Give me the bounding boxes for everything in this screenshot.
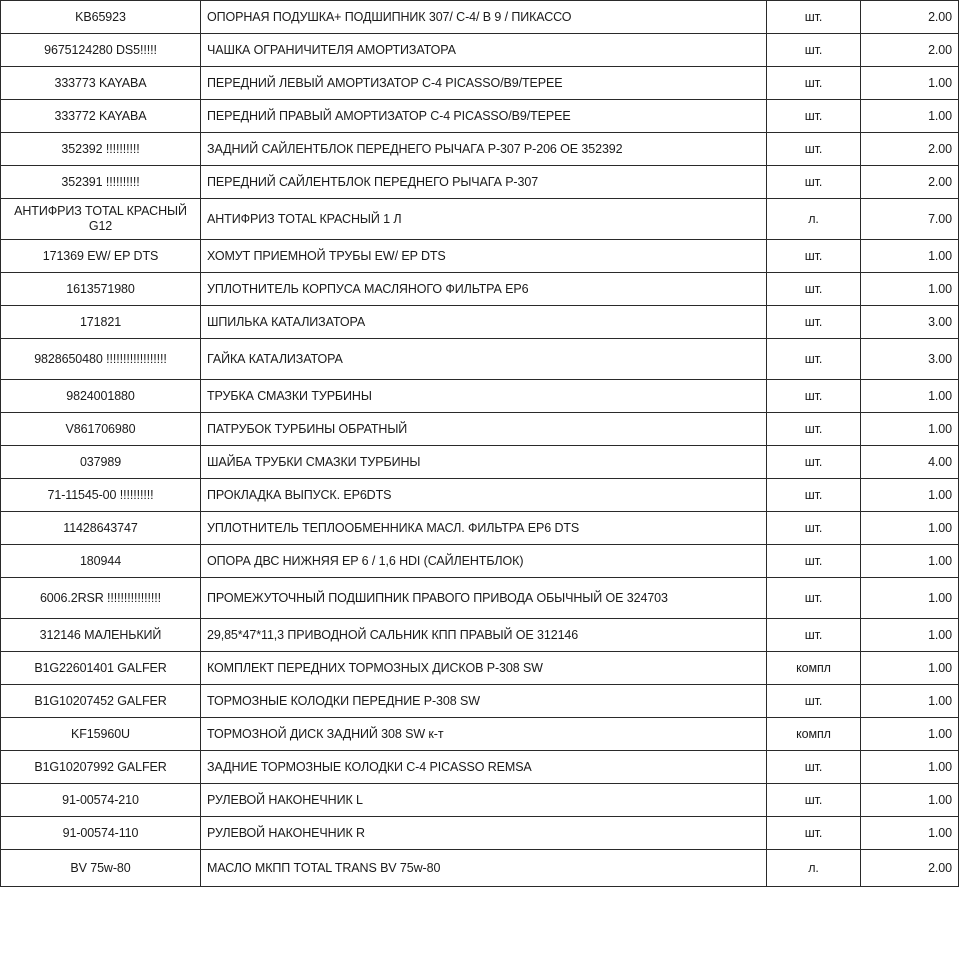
unit-cell: шт. (767, 619, 861, 652)
quantity-cell: 1.00 (861, 652, 959, 685)
quantity-cell: 2.00 (861, 133, 959, 166)
part-name-cell: ПЕРЕДНИЙ ЛЕВЫЙ АМОРТИЗАТОР C-4 PICASSO/B9/TEPEE (201, 67, 767, 100)
table-row (1, 166, 959, 199)
table-row (1, 619, 959, 652)
table-row (1, 685, 959, 718)
table-row (1, 850, 959, 887)
unit-cell: шт. (767, 578, 861, 619)
unit-cell: л. (767, 850, 861, 887)
table-row (1, 67, 959, 100)
part-name-cell: АНТИФРИЗ TOTAL КРАСНЫЙ 1 Л (201, 199, 767, 240)
part-code-cell: 9675124280 DS5!!!!! (1, 34, 201, 67)
table-row (1, 751, 959, 784)
unit-cell: шт. (767, 339, 861, 380)
unit-cell: шт. (767, 100, 861, 133)
part-name-cell: ОПОРНАЯ ПОДУШКА+ ПОДШИПНИК 307/ C-4/ В 9 / ПИКАССО (201, 1, 767, 34)
quantity-cell: 1.00 (861, 380, 959, 413)
part-name-cell: ПЕРЕДНИЙ САЙЛЕНТБЛОК ПЕРЕДНЕГО РЫЧАГА P-307 (201, 166, 767, 199)
part-code-cell: B1G22601401 GALFER (1, 652, 201, 685)
table-row (1, 380, 959, 413)
part-name-cell: ЧАШКА ОГРАНИЧИТЕЛЯ АМОРТИЗАТОРА (201, 34, 767, 67)
unit-cell: шт. (767, 512, 861, 545)
part-name-cell: 29,85*47*11,3 ПРИВОДНОЙ САЛЬНИК КПП ПРАВЫЙ ОЕ 312146 (201, 619, 767, 652)
part-code-cell: B1G10207992 GALFER (1, 751, 201, 784)
unit-cell: шт. (767, 133, 861, 166)
quantity-cell: 1.00 (861, 817, 959, 850)
part-name-cell: ГАЙКА КАТАЛИЗАТОРА (201, 339, 767, 380)
part-code-cell: 312146 МАЛЕНЬКИЙ (1, 619, 201, 652)
table-row (1, 784, 959, 817)
table-row (1, 199, 959, 240)
quantity-cell: 1.00 (861, 413, 959, 446)
quantity-cell: 1.00 (861, 718, 959, 751)
part-code-cell: 333772 KAYABA (1, 100, 201, 133)
part-name-cell: УПЛОТНИТЕЛЬ КОРПУСА МАСЛЯНОГО ФИЛЬТРА EP6 (201, 273, 767, 306)
quantity-cell: 3.00 (861, 339, 959, 380)
part-name-cell: ПРОКЛАДКА ВЫПУСК. EP6DTS (201, 479, 767, 512)
unit-cell: шт. (767, 67, 861, 100)
quantity-cell: 1.00 (861, 784, 959, 817)
unit-cell: шт. (767, 751, 861, 784)
part-code-cell: 180944 (1, 545, 201, 578)
unit-cell: шт. (767, 306, 861, 339)
quantity-cell: 2.00 (861, 1, 959, 34)
part-code-cell: BV 75w-80 (1, 850, 201, 887)
table-row (1, 1, 959, 34)
part-code-cell: V861706980 (1, 413, 201, 446)
part-name-cell: ШПИЛЬКА КАТАЛИЗАТОРА (201, 306, 767, 339)
part-name-cell: ПАТРУБОК ТУРБИНЫ ОБРАТНЫЙ (201, 413, 767, 446)
part-code-cell: 352391 !!!!!!!!!! (1, 166, 201, 199)
table-row (1, 306, 959, 339)
quantity-cell: 2.00 (861, 166, 959, 199)
part-name-cell: ЗАДНИЙ САЙЛЕНТБЛОК ПЕРЕДНЕГО РЫЧАГА P-307 P-206 OE 352392 (201, 133, 767, 166)
part-name-cell: РУЛЕВОЙ НАКОНЕЧНИК R (201, 817, 767, 850)
quantity-cell: 1.00 (861, 578, 959, 619)
table-row (1, 413, 959, 446)
part-code-cell: 171821 (1, 306, 201, 339)
unit-cell: шт. (767, 240, 861, 273)
table-row (1, 133, 959, 166)
unit-cell: шт. (767, 817, 861, 850)
table-row (1, 718, 959, 751)
part-name-cell: ХОМУТ ПРИЕМНОЙ ТРУБЫ EW/ EP DTS (201, 240, 767, 273)
unit-cell: шт. (767, 446, 861, 479)
table-row (1, 240, 959, 273)
quantity-cell: 3.00 (861, 306, 959, 339)
part-name-cell: КОМПЛЕКТ ПЕРЕДНИХ ТОРМОЗНЫХ ДИСКОВ P-308 SW (201, 652, 767, 685)
part-code-cell: 6006.2RSR !!!!!!!!!!!!!!!! (1, 578, 201, 619)
part-name-cell: ОПОРА ДВС НИЖНЯЯ EP 6 / 1,6 HDI (САЙЛЕНТБЛОК) (201, 545, 767, 578)
quantity-cell: 1.00 (861, 751, 959, 784)
part-code-cell: 9824001880 (1, 380, 201, 413)
part-code-cell: 037989 (1, 446, 201, 479)
part-code-cell: 1613571980 (1, 273, 201, 306)
unit-cell: шт. (767, 1, 861, 34)
unit-cell: шт. (767, 784, 861, 817)
unit-cell: шт. (767, 413, 861, 446)
unit-cell: шт. (767, 685, 861, 718)
quantity-cell: 1.00 (861, 67, 959, 100)
table-row (1, 545, 959, 578)
part-code-cell: 11428643747 (1, 512, 201, 545)
table-row (1, 339, 959, 380)
quantity-cell: 1.00 (861, 100, 959, 133)
quantity-cell: 1.00 (861, 479, 959, 512)
table-row (1, 273, 959, 306)
part-name-cell: ПЕРЕДНИЙ ПРАВЫЙ АМОРТИЗАТОР C-4 PICASSO/B9/TEPEE (201, 100, 767, 133)
quantity-cell: 1.00 (861, 545, 959, 578)
part-code-cell: KB65923 (1, 1, 201, 34)
part-name-cell: ЗАДНИЕ ТОРМОЗНЫЕ КОЛОДКИ C-4 PICASSO REMSA (201, 751, 767, 784)
unit-cell: шт. (767, 380, 861, 413)
part-code-cell: 171369 EW/ EP DTS (1, 240, 201, 273)
part-name-cell: ПРОМЕЖУТОЧНЫЙ ПОДШИПНИК ПРАВОГО ПРИВОДА ОБЫЧНЫЙ ОЕ 324703 (201, 578, 767, 619)
unit-cell: шт. (767, 479, 861, 512)
parts-table-body (1, 1, 959, 887)
table-row (1, 512, 959, 545)
table-row (1, 34, 959, 67)
table-row (1, 652, 959, 685)
part-name-cell: ТОРМОЗНЫЕ КОЛОДКИ ПЕРЕДНИЕ P-308 SW (201, 685, 767, 718)
quantity-cell: 7.00 (861, 199, 959, 240)
part-code-cell: B1G10207452 GALFER (1, 685, 201, 718)
table-row (1, 578, 959, 619)
table-row (1, 479, 959, 512)
part-code-cell: 333773 KAYABA (1, 67, 201, 100)
part-name-cell: УПЛОТНИТЕЛЬ ТЕПЛООБМЕННИКА МАСЛ. ФИЛЬТРА EP6 DTS (201, 512, 767, 545)
part-code-cell: KF15960U (1, 718, 201, 751)
quantity-cell: 2.00 (861, 34, 959, 67)
part-code-cell: АНТИФРИЗ TOTAL КРАСНЫЙ G12 (1, 199, 201, 240)
quantity-cell: 1.00 (861, 240, 959, 273)
quantity-cell: 1.00 (861, 619, 959, 652)
part-name-cell: ТРУБКА СМАЗКИ ТУРБИНЫ (201, 380, 767, 413)
unit-cell: шт. (767, 273, 861, 306)
quantity-cell: 1.00 (861, 512, 959, 545)
unit-cell: компл (767, 718, 861, 751)
part-code-cell: 91-00574-110 (1, 817, 201, 850)
table-row (1, 817, 959, 850)
table-row (1, 446, 959, 479)
table-row (1, 100, 959, 133)
quantity-cell: 2.00 (861, 850, 959, 887)
part-name-cell: ТОРМОЗНОЙ ДИСК ЗАДНИЙ 308 SW к-т (201, 718, 767, 751)
unit-cell: компл (767, 652, 861, 685)
unit-cell: шт. (767, 34, 861, 67)
part-name-cell: МАСЛО МКПП TOTAL TRANS BV 75w-80 (201, 850, 767, 887)
unit-cell: шт. (767, 166, 861, 199)
part-name-cell: РУЛЕВОЙ НАКОНЕЧНИК L (201, 784, 767, 817)
part-code-cell: 71-11545-00 !!!!!!!!!! (1, 479, 201, 512)
quantity-cell: 1.00 (861, 685, 959, 718)
part-code-cell: 9828650480 !!!!!!!!!!!!!!!!!! (1, 339, 201, 380)
part-code-cell: 91-00574-210 (1, 784, 201, 817)
quantity-cell: 1.00 (861, 273, 959, 306)
part-name-cell: ШАЙБА ТРУБКИ СМАЗКИ ТУРБИНЫ (201, 446, 767, 479)
quantity-cell: 4.00 (861, 446, 959, 479)
part-code-cell: 352392 !!!!!!!!!! (1, 133, 201, 166)
unit-cell: л. (767, 199, 861, 240)
unit-cell: шт. (767, 545, 861, 578)
